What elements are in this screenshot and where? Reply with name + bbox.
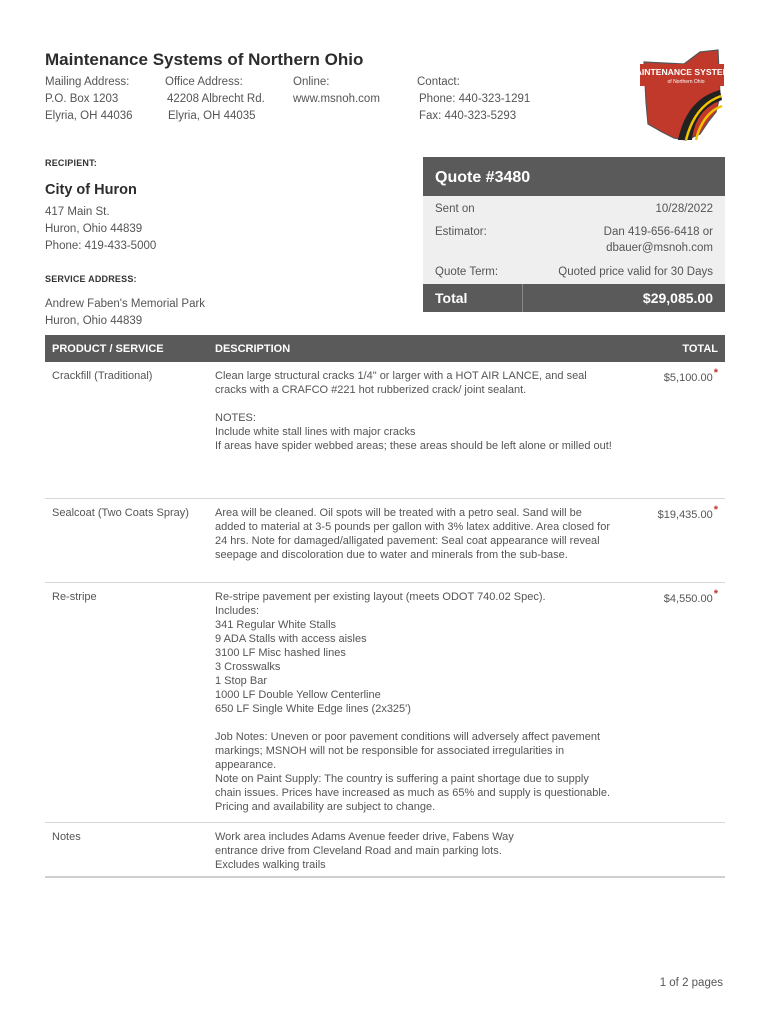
estimator-label: Estimator:: [435, 226, 487, 238]
quote-total-row: [423, 284, 725, 312]
asterisk-marker: *: [713, 588, 718, 600]
recipient-name: City of Huron: [45, 182, 137, 198]
term-value: Quoted price valid for 30 Days: [558, 266, 713, 278]
table-row: [45, 499, 725, 583]
estimator-value: [523, 224, 725, 262]
sent-label: Sent on: [435, 203, 475, 215]
online-label: Online:: [293, 76, 330, 88]
logo-text: MAINTENANCE SYSTEMS: [628, 67, 736, 77]
asterisk-marker: *: [713, 504, 718, 516]
office-address-line: Elyria, OH 44035: [168, 110, 256, 122]
row-product: Re-stripe: [52, 591, 97, 603]
company-title: Maintenance Systems of Northern Ohio: [45, 50, 364, 69]
header-product: PRODUCT / SERVICE: [52, 342, 164, 355]
service-address-line: Andrew Faben's Memorial Park: [45, 298, 206, 310]
quote-title: Quote #3480: [423, 157, 725, 196]
row-total: [625, 506, 725, 582]
contact-info: [417, 74, 530, 125]
row-total: [625, 830, 725, 876]
contact-label: Contact:: [417, 76, 460, 88]
quote-term-row: [423, 262, 725, 284]
asterisk-marker: *: [713, 367, 718, 379]
recipient-address: [45, 204, 156, 255]
office-address-label: Office Address:: [165, 76, 243, 88]
website-link[interactable]: www.msnoh.com: [293, 93, 380, 105]
mailing-address: [45, 74, 133, 125]
row-amount: $19,435.00: [657, 509, 713, 521]
sent-date: 10/28/2022: [655, 203, 713, 215]
table-row: [45, 583, 725, 823]
recipient-address-line: Huron, Ohio 44839: [45, 223, 143, 235]
table-row: [45, 362, 725, 499]
row-description: Work area includes Adams Avenue feeder drive, Fabens Way entrance drive from Cleveland Road and main parking lots. Excludes walking trails: [215, 831, 514, 871]
row-amount: $4,550.00: [663, 593, 713, 605]
total-value: $29,085.00: [642, 290, 713, 306]
total-label: Total: [423, 284, 523, 312]
estimator-phone: Dan 419-656-6418 or: [603, 226, 713, 238]
recipient-address-line: 417 Main St.: [45, 206, 110, 218]
row-amount: $5,100.00: [663, 372, 713, 384]
page-count: 1 of 2 pages: [659, 977, 723, 989]
table-row: [45, 823, 725, 878]
fax-number: Fax: 440-323-5293: [419, 110, 517, 122]
phone-number: Phone: 440-323-1291: [419, 93, 531, 105]
service-address-label: SERVICE ADDRESS:: [45, 274, 137, 284]
row-product: Sealcoat (Two Coats Spray): [52, 507, 189, 519]
mailing-address-line: P.O. Box 1203: [45, 93, 119, 105]
logo-subtext: of Northern Ohio: [667, 79, 705, 85]
estimator-email[interactable]: dbauer@msnoh.com: [606, 242, 713, 254]
service-address-line: Huron, Ohio 44839: [45, 315, 143, 327]
row-total: [625, 590, 725, 822]
row-total: [625, 369, 725, 498]
row-product: Notes: [52, 831, 81, 843]
header-total: TOTAL: [682, 342, 718, 355]
office-address-line: 42208 Albrecht Rd.: [167, 93, 265, 105]
quote-estimator-row: [423, 220, 725, 262]
mailing-address-label: Mailing Address:: [45, 76, 130, 88]
row-description: Clean large structural cracks 1/4" or larger with a HOT AIR LANCE, and seal cracks with a CRAFCO #221 hot rubberized crack/ joint sealant. NOTES: Include white stall lines with major cracks If areas have spider webbed areas; these areas should be left alone or milled out!: [215, 370, 612, 452]
mailing-address-line: Elyria, OH 44036: [45, 110, 133, 122]
row-product: Crackfill (Traditional): [52, 370, 153, 382]
service-address: [45, 296, 205, 330]
quote-sent-row: [423, 196, 725, 220]
office-address: [165, 74, 265, 125]
term-label: Quote Term:: [435, 266, 499, 278]
recipient-phone: Phone: 419-433-5000: [45, 240, 157, 252]
quote-summary: [423, 157, 725, 312]
row-description: Area will be cleaned. Oil spots will be treated with a petro seal. Sand will be added to material at 3-5 pounds per gallon with 3% latex additive. Area closed for 24 hrs. Note for damaged/alligated pavement: Seal coat appearance will reveal seepage and discoloration due to water and minerals from the sub-base.: [215, 507, 611, 561]
online-info: [293, 74, 380, 108]
header-description: DESCRIPTION: [215, 342, 291, 355]
company-logo: [628, 46, 736, 142]
row-description: Re-stripe pavement per existing layout (meets ODOT 740.02 Spec). Includes: 341 Regular White Stalls 9 ADA Stalls with access aisles 3100 LF Misc hashed lines 3 Crosswalks 1 Stop Bar 1000 LF Double Yellow Centerline 650 LF Single White Edge lines (2x325') Job Notes: Uneven or poor pavement conditions will adversely affect pavement markings; MSNOH will not be responsible for associated irregularities in appearance. Note on Paint Supply: The country is suffering a paint shortage due to supply chain issues. Prices have increased as much as 65% and supply is questionable. Pricing and availability are subject to change.: [215, 591, 611, 813]
table-header: [45, 335, 725, 362]
line-items-table: [45, 335, 725, 878]
recipient-label: RECIPIENT:: [45, 158, 98, 168]
